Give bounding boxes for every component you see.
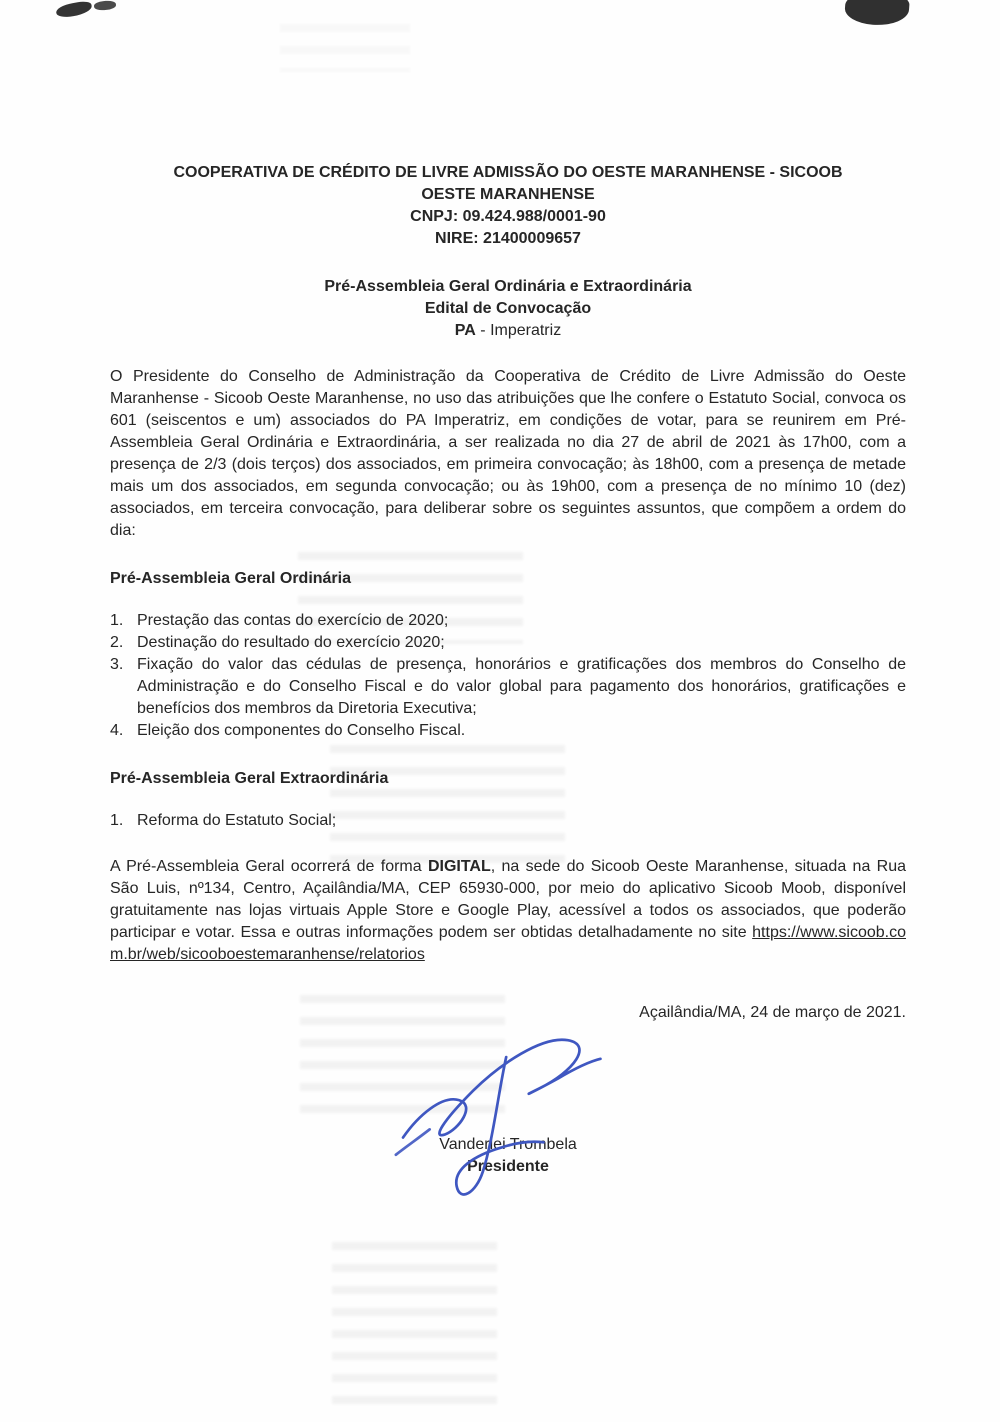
digital-paragraph-text: A Pré-Assembleia Geral ocorrerá de forma — [110, 858, 428, 875]
handwritten-signature-ink — [377, 1022, 629, 1216]
agenda-item: Prestação das contas do exercício de 2020; — [137, 612, 449, 629]
intro-paragraph: O Presidente do Conselho de Administração da Cooperativa de Crédito de Livre Admissão do Oeste Maranhense - Sicoob Oeste Maranhense, no uso das atribuições que lhe confere o Estatuto Social, convoca os 601 (seiscentos e um) associados do PA Imperatriz, em condições de votar, para se reunirem em Pré-Assembleia Geral Ordinária e Extraordinária, a ser realizada no dia 27 de abril de 2021 às 17h00, com a presença de 2/3 (dois terços) dos associados, em primeira convocação; às 18h00, com a presença de metade mais um dos associados, em segunda convocação; ou às 19h00, com a presença de no mínimo 10 (dez) associados, em terceira convocação, para deliberar sobre os seguintes assuntos, que compõem a ordem do dia: — [110, 368, 906, 539]
signature-block — [348, 1044, 668, 1178]
digital-keyword: DIGITAL — [427, 858, 491, 875]
pa-location: - Imperatriz — [475, 322, 562, 339]
ordinaria-agenda-list — [110, 610, 906, 742]
date-line: Açailândia/MA, 24 de março de 2021. — [639, 1004, 906, 1021]
subtitle-pa-line — [110, 320, 906, 342]
subtitle-edital: Edital de Convocação — [424, 300, 592, 317]
digital-info-paragraph — [110, 856, 906, 966]
scan-artifact-top-left — [55, 0, 93, 19]
agenda-item: Reforma do Estatuto Social; — [137, 812, 337, 829]
agenda-item: Eleição dos componentes do Conselho Fiscal. — [137, 722, 466, 739]
relatorios-url: https://www.sicoob.com.br/web/sicooboestemaranhense/relatorios — [110, 924, 906, 963]
extraordinaria-agenda-list — [110, 810, 906, 832]
signer-role: Presidente — [467, 1158, 549, 1175]
section-heading-ordinaria: Pré-Assembleia Geral Ordinária — [110, 570, 351, 587]
pa-label: PA — [454, 322, 476, 339]
signer-name: Vanderlei Trombela — [439, 1136, 577, 1153]
company-name-line-1: COOPERATIVA DE CRÉDITO DE LIVRE ADMISSÃO DO OESTE MARANHENSE - SICOOB — [173, 164, 843, 181]
agenda-item: Destinação do resultado do exercício 2020; — [137, 634, 445, 651]
document-content — [110, 0, 906, 1178]
section-heading-extraordinaria: Pré-Assembleia Geral Extraordinária — [110, 770, 389, 787]
bleed-through-smudge — [332, 1242, 497, 1410]
subtitle-assembly: Pré-Assembleia Geral Ordinária e Extraordinária — [324, 278, 692, 295]
agenda-item: Fixação do valor das cédulas de presença, honorários e gratificações dos membros do Conselho de Administração e do Conselho Fiscal e do valor global para pagamento dos honorários, gratificações e benefícios dos membros da Diretoria Executiva; — [137, 656, 906, 717]
document-header — [110, 162, 906, 250]
digital-paragraph-text: , na sede do Sicoob Oeste Maranhense, situada na Rua São Luis, nº134, Centro, Açailândia/MA, CEP 65930-000, por meio do aplicativo Sicoob Moob, disponível gratuitamente nas lojas virtuais Apple Store e Google Play, acessível a todos os associados, que poderão participar e votar. Essa e outras informações podem ser obtidas detalhadamente no site — [110, 858, 906, 941]
document-subtitle — [110, 276, 906, 342]
company-name-line-2: OESTE MARANHENSE — [421, 186, 595, 203]
company-nire: NIRE: 21400009657 — [435, 230, 581, 247]
company-cnpj: CNPJ: 09.424.988/0001-90 — [410, 208, 606, 225]
